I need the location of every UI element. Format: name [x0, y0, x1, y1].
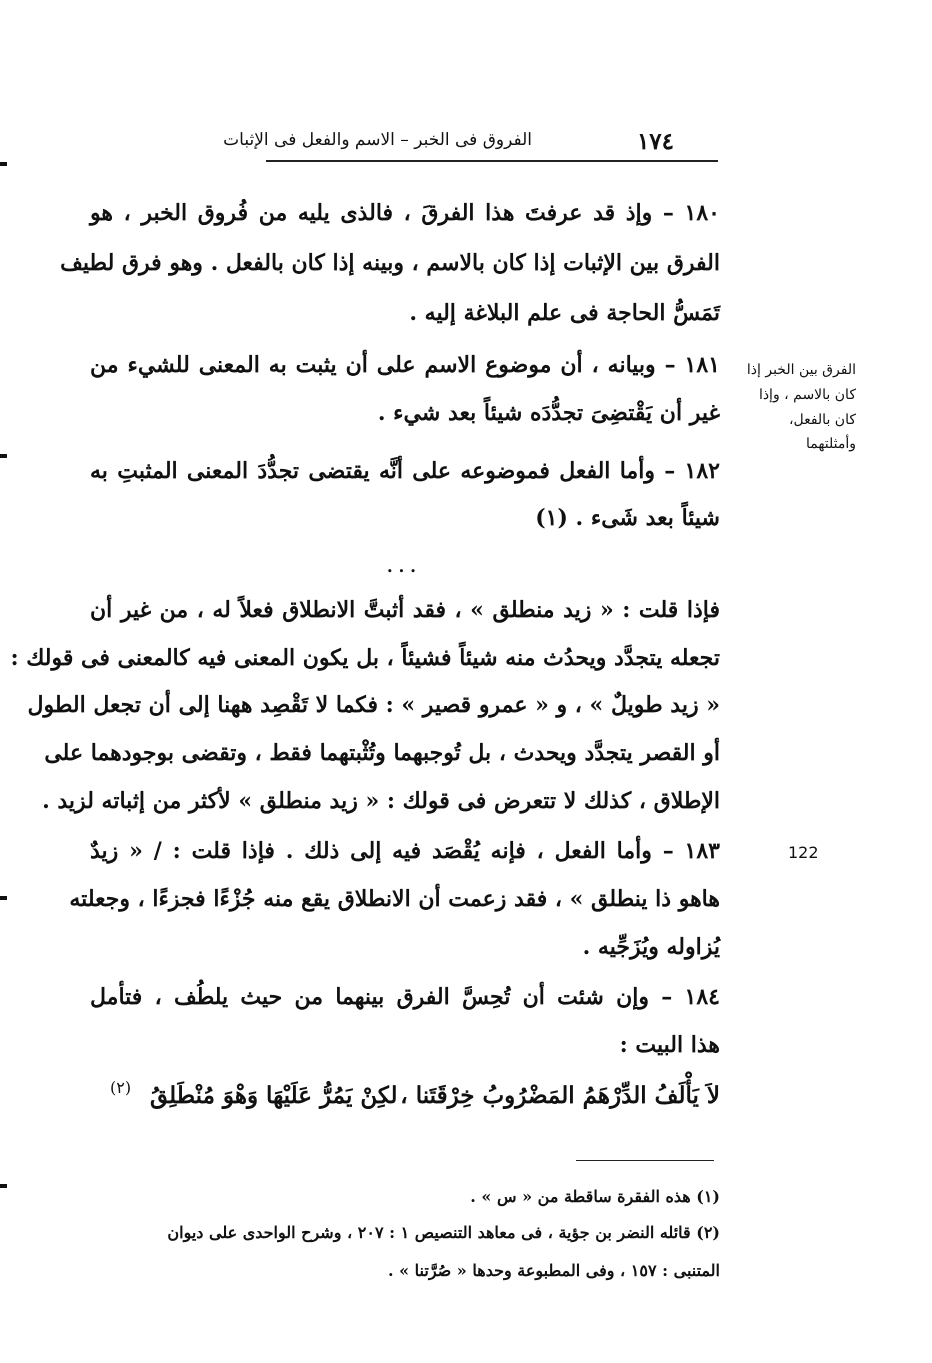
verse-second-hemistich: لكِنْ يَمُرُّ عَلَيْهَا وَهْوَ مُنْطَلِقُ	[150, 1082, 398, 1109]
main-para-line-4: أو القصر يتجدَّد ويحدث ، بل تُوجبهما وتُثْبتهما فقط ، وتقضى بوجودهما على	[44, 740, 720, 766]
main-para-line-5: الإطلاق ، كذلك لا تتعرض فى قولك : « زيد منطلق » لأكثر من إثباته لزيد .	[42, 788, 720, 814]
header-rule	[266, 160, 718, 162]
footnote-1: (١) هذه الفقرة ساقطة من « س » .	[470, 1187, 720, 1206]
para-182-line-2: شيئاً بعد شَىء . (١)	[535, 505, 720, 531]
scan-edge-mark	[0, 162, 7, 166]
original-page-number: 122	[788, 843, 819, 862]
para-183-line-3: يُزاوله ويُزَجِّيه .	[582, 934, 720, 960]
para-180-line-2: الفرق بين الإثبات إذا كان بالاسم ، وبينه إذا كان بالفعل . وهو فرق لطيف	[60, 250, 720, 276]
para-182-line-1: ١٨٢ – وأما الفعل فموضوعه على أنَّه يقتضى تجدُّدَ المعنى المثبتِ به	[90, 458, 720, 484]
page-number: ١٧٤	[636, 128, 674, 155]
para-181-line-1: ١٨١ – وبيانه ، أن موضوع الاسم على أن يثبت به المعنى للشيء من	[90, 352, 720, 378]
margin-note-line-2: كان بالاسم ، وإذا	[758, 387, 856, 403]
main-para-line-3: « زيد طويلٌ » ، و « عمرو قصير » : فكما لا تَقْصِد ههنا إلى أن تجعل الطول	[27, 692, 720, 718]
para-180-line-3: تَمَسُّ الحاجة فى علم البلاغة إليه .	[409, 300, 720, 326]
para-183-line-2: هاهو ذا ينطلق » ، فقد زعمت أن الانطلاق يقع منه جُزْءًا فجزءًا ، وجعلته	[69, 886, 720, 912]
para-181-line-2: غير أن يَقْتضِىَ تجدُّدَه شيئاً بعد شيء .	[377, 400, 720, 426]
para-184-line-2: هذا البيت :	[619, 1032, 720, 1058]
verse-first-hemistich: لاَ يَأْلَفُ الدِّرْهَمُ المَضْرُوبُ خِرْقَتَنا ،	[400, 1082, 720, 1109]
running-title: الفروق فى الخبر – الاسم والفعل فى الإثبات	[223, 130, 532, 150]
margin-note-line-3: كان بالفعل، وأمثلتهما	[788, 412, 856, 452]
scan-edge-mark	[0, 896, 7, 900]
para-184-line-1: ١٨٤ – وإن شئت أن تُحِسَّ الفرق بينهما من حيث يلطُف ، فتأمل	[90, 984, 720, 1010]
scan-edge-mark	[0, 454, 7, 458]
footnote-2-line-2: المتنبى : ١٥٧ ، وفى المطبوعة وحدها « صُرَّتنا » .	[387, 1261, 720, 1280]
para-180-line-1: ١٨٠ – وإذ قد عرفتَ هذا الفرقَ ، فالذى يليه من فُروق الخبر ، هو	[90, 200, 720, 226]
main-para-line-1: فإذا قلت : « زيد منطلق » ، فقد أثبتَّ الانطلاق فعلاً له ، من غير أن	[90, 597, 720, 623]
para-183-line-1: ١٨٣ – وأما الفعل ، فإنه يُقْصَد فيه إلى ذلك . فإذا قلت : / « زيدٌ	[90, 838, 720, 864]
verse-footnote-ref: (٢)	[110, 1078, 132, 1097]
margin-note-line-1: الفرق بين الخبر إذا	[746, 362, 856, 378]
footnote-2-line-1: (٢) قائله النضر بن جؤية ، فى معاهد التنصيص ١ : ٢٠٧ ، وشرح الواحدى على ديوان	[167, 1223, 720, 1242]
footnote-rule	[576, 1160, 714, 1161]
main-para-line-2: تجعله يتجدَّد ويحدُث منه شيئاً فشيئاً ، بل يكون المعنى فيه كالمعنى فى قولك :	[10, 645, 720, 671]
scan-edge-mark	[0, 1184, 7, 1188]
section-separator: ...	[386, 550, 421, 578]
